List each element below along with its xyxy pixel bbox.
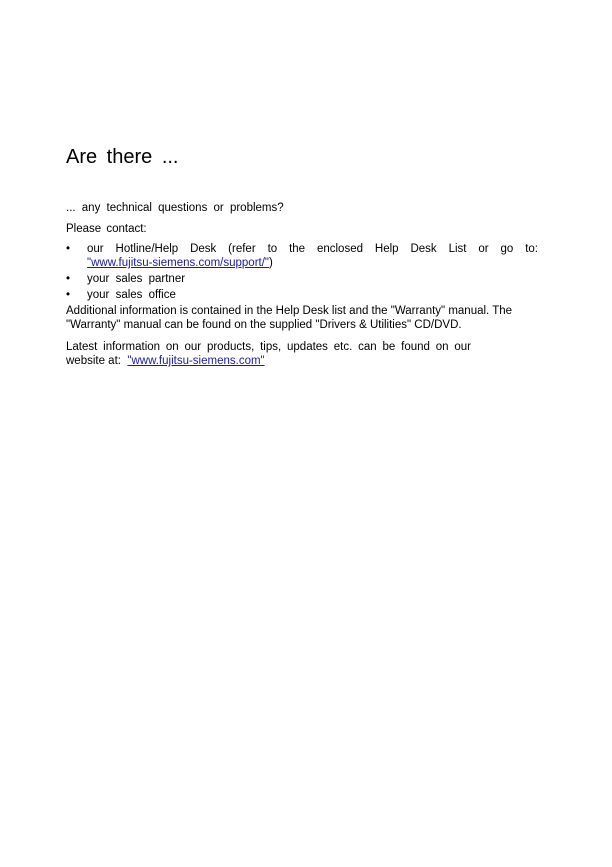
additional-info-line-1: Additional information is contained in the Help Desk list and the "Warranty" manual. The	[66, 305, 513, 317]
latest-info-line-1: Latest information on our products, tips, updates etc. can be found on our	[66, 341, 471, 353]
bullet-icon: •	[66, 273, 71, 285]
bullet-icon: •	[66, 243, 71, 255]
body-content	[66, 201, 538, 368]
list-item-sales-partner	[66, 272, 538, 286]
website-label: website at:	[66, 355, 121, 367]
contact-intro: Please contact:	[66, 223, 147, 235]
support-link[interactable]: "www.fujitsu-siemens.com/support/"	[87, 257, 270, 269]
sales-partner-text: your sales partner	[87, 273, 186, 285]
list-item-sales-office	[66, 288, 538, 302]
website-link[interactable]: "www.fujitsu-siemens.com"	[127, 355, 265, 367]
bullet-icon: •	[66, 289, 71, 301]
hotline-link-line	[87, 257, 273, 269]
latest-info	[66, 340, 538, 368]
sales-office-text: your sales office	[87, 289, 176, 301]
contact-list	[66, 242, 538, 302]
question-line: ... any technical questions or problems?	[66, 202, 284, 214]
page-heading: Are there ...	[66, 146, 179, 168]
additional-info	[66, 304, 538, 332]
additional-info-line-2: "Warranty" manual can be found on the supplied "Drivers & Utilities" CD/DVD.	[66, 319, 462, 331]
list-item-hotline	[66, 242, 538, 270]
hotline-close-paren: )	[269, 257, 273, 269]
hotline-text: our Hotline/Help Desk (refer to the enclosed Help Desk List or go to:	[87, 243, 538, 255]
